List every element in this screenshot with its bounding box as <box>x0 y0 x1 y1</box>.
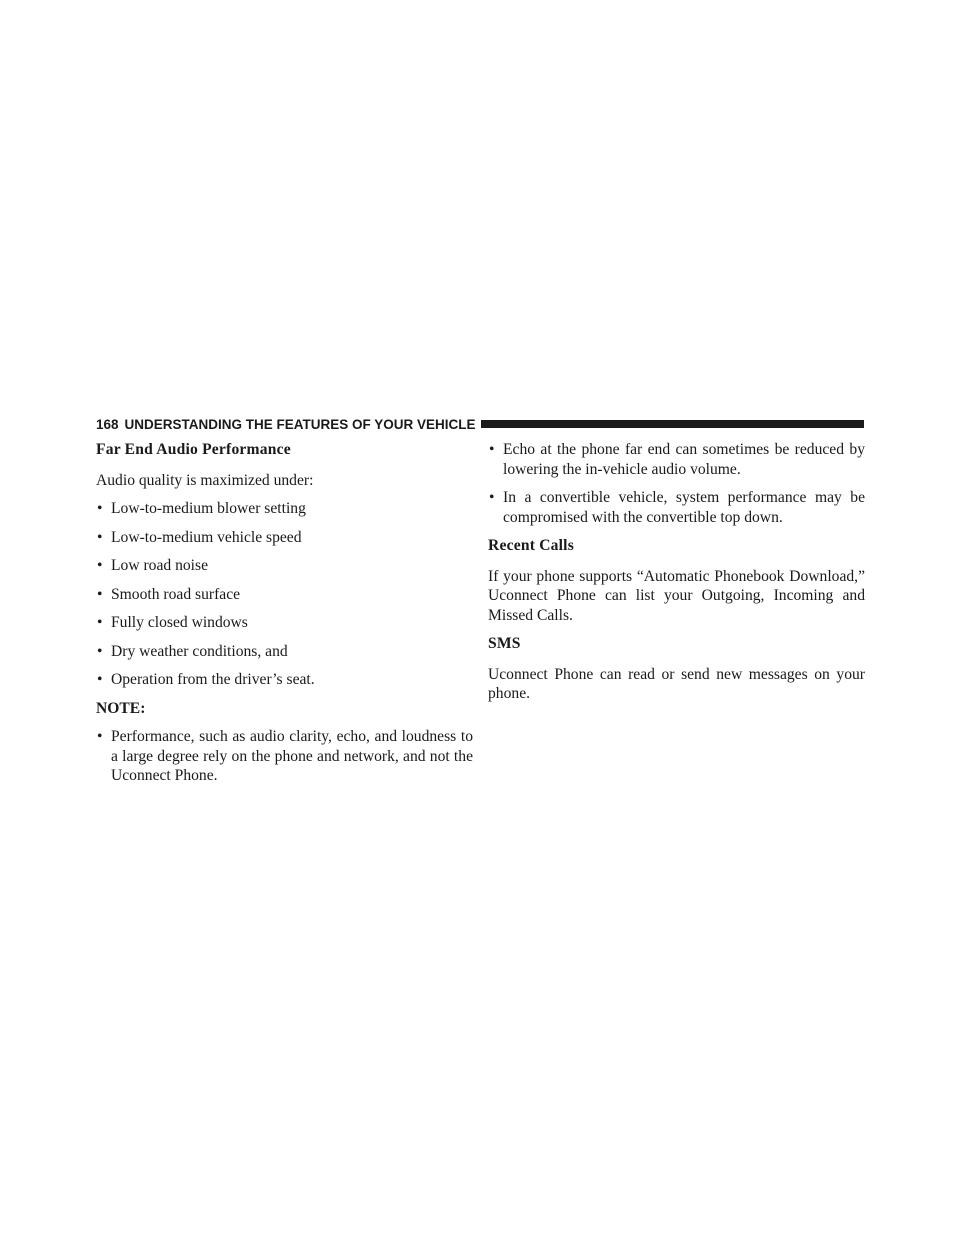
sms-heading: SMS <box>488 635 521 652</box>
far-end-audio-heading: Far End Audio Performance <box>96 441 291 458</box>
list-item: • Low-to-medium vehicle speed <box>97 528 302 546</box>
page-number: 168 <box>96 416 119 432</box>
bullet-icon: • <box>489 441 495 458</box>
echo-convertible-list <box>488 440 865 527</box>
left-column <box>96 440 473 795</box>
sms-text: Uconnect Phone can read or send new messages on your phone. <box>488 665 865 702</box>
page-header <box>96 414 864 434</box>
audio-conditions-list <box>96 499 473 690</box>
list-item: • Echo at the phone far end can sometimes be reduced by lowering the in-vehicle audio volume. <box>489 441 865 478</box>
header-rule <box>481 420 864 428</box>
bullet-icon: • <box>97 728 103 745</box>
list-item: • Low road noise <box>97 557 209 574</box>
bullet-icon: • <box>97 585 103 603</box>
bullet-icon: • <box>97 528 103 546</box>
note-list <box>96 727 473 786</box>
audio-quality-intro: Audio quality is maximized under: <box>96 471 314 489</box>
list-item: • Operation from the driver’s seat. <box>97 671 315 688</box>
list-item: • Performance, such as audio clarity, echo, and loudness to a large degree rely on the phone and network, and not the Uconnect Phone. <box>97 728 473 784</box>
list-item: • Low-to-medium blower setting <box>97 500 306 517</box>
bullet-icon: • <box>97 614 103 631</box>
section-title: UNDERSTANDING THE FEATURES OF YOUR VEHICLE <box>124 416 476 432</box>
recent-calls-text: If your phone supports “Automatic Phonebook Download,” Uconnect Phone can list your Outgoing, Incoming and Missed Calls. <box>488 567 865 624</box>
list-item: • Fully closed windows <box>97 614 248 631</box>
right-column <box>488 440 865 713</box>
list-item: • Smooth road surface <box>97 585 241 603</box>
bullet-icon: • <box>97 500 103 517</box>
bullet-icon: • <box>489 489 495 506</box>
recent-calls-heading: Recent Calls <box>488 537 574 554</box>
bullet-icon: • <box>97 642 103 660</box>
note-label: NOTE: <box>96 699 146 717</box>
list-item: • In a convertible vehicle, system performance may be compromised with the convertible top down. <box>489 489 865 526</box>
bullet-icon: • <box>97 557 103 574</box>
bullet-icon: • <box>97 671 103 688</box>
list-item: • Dry weather conditions, and <box>97 642 288 660</box>
